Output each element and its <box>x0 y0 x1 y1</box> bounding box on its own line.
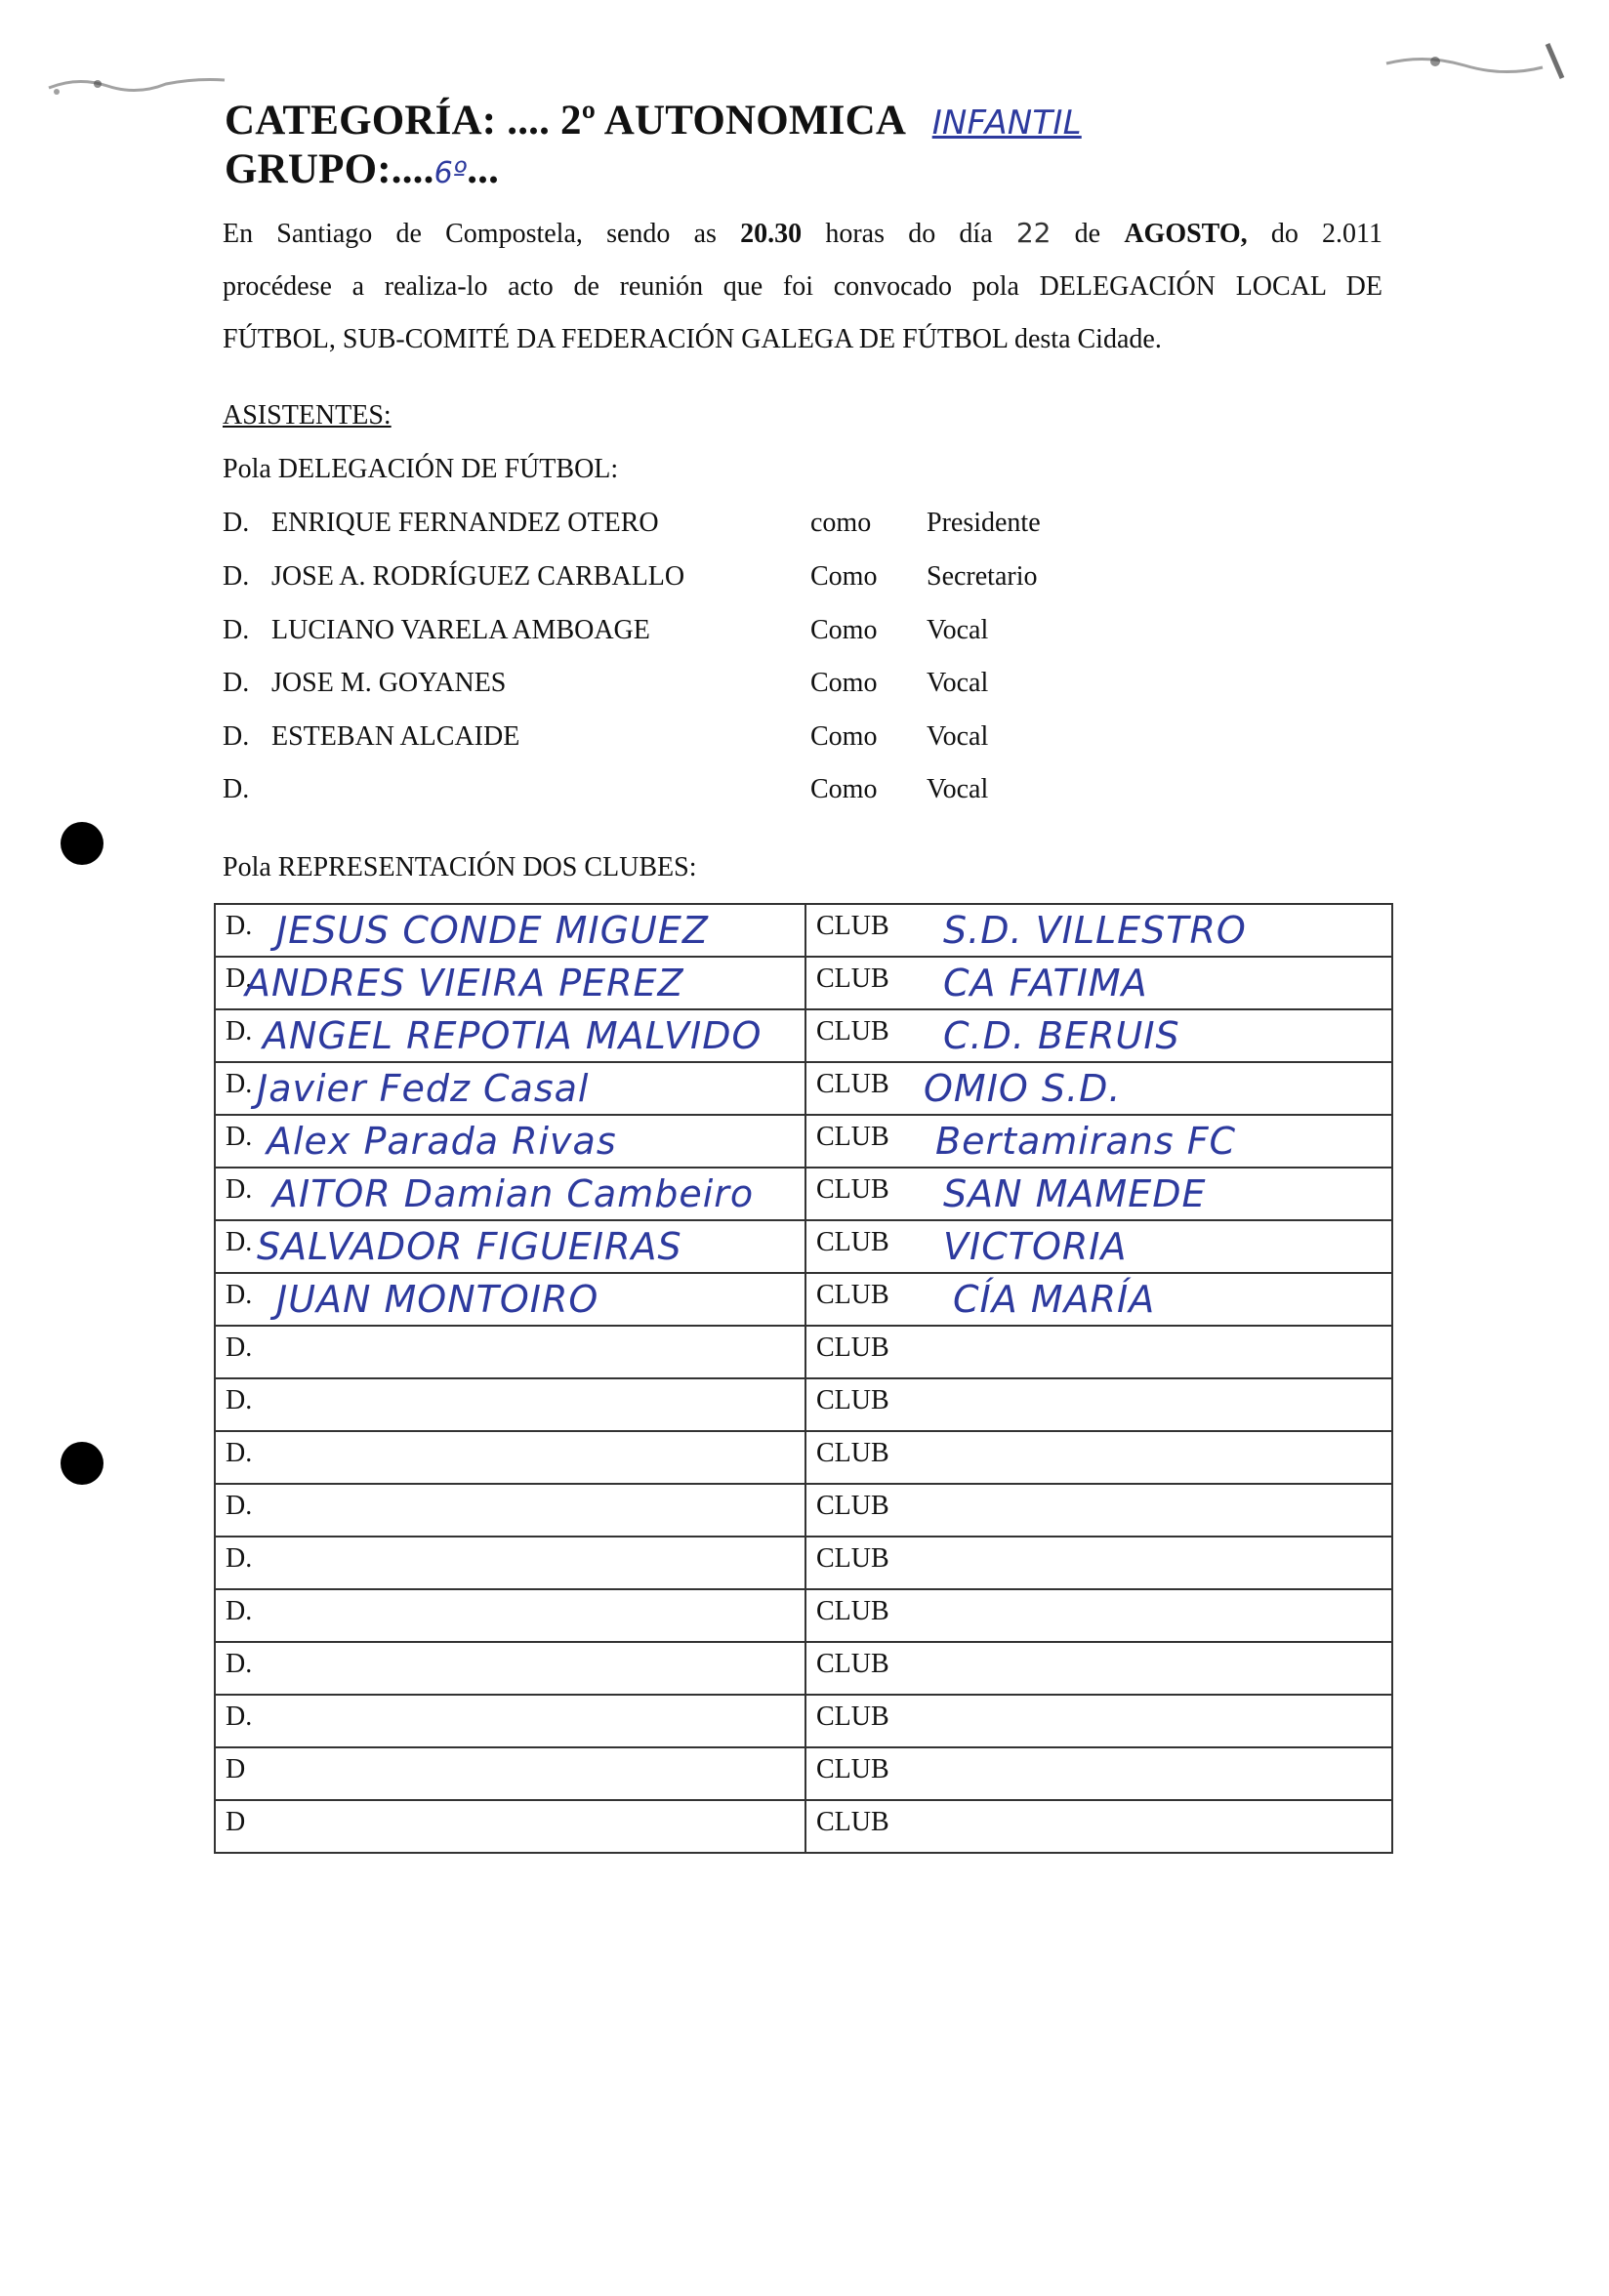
categoria-label: CATEGORÍA: .... <box>225 98 551 144</box>
club-cell <box>805 1062 1392 1115</box>
club-row <box>215 1800 1392 1853</box>
representative-prefix: D. <box>226 1016 253 1046</box>
asistentes-heading: ASISTENTES: <box>223 400 392 430</box>
club-label: CLUB <box>816 1174 889 1205</box>
club-name: SAN MAMEDE <box>943 1172 1207 1215</box>
representative-name: ANGEL REPOTIA MALVIDO <box>263 1014 763 1057</box>
representative-cell <box>215 1589 805 1642</box>
member-como: Como <box>810 561 878 592</box>
club-name: CÍA MARÍA <box>953 1278 1156 1321</box>
club-row <box>215 1273 1392 1326</box>
club-label: CLUB <box>816 1122 889 1152</box>
club-name: OMIO S.D. <box>924 1067 1122 1110</box>
club-row <box>215 1537 1392 1589</box>
member-row <box>223 664 1101 703</box>
member-prefix: D. <box>223 615 250 645</box>
representative-prefix: D. <box>226 1122 253 1152</box>
club-cell <box>805 1695 1392 1747</box>
representative-cell <box>215 1009 805 1062</box>
representative-name: ANDRES VIEIRA PEREZ <box>245 962 684 1004</box>
club-label: CLUB <box>816 1280 889 1310</box>
member-prefix: D. <box>223 508 250 538</box>
grupo-label: GRUPO:.... <box>225 146 434 192</box>
intro-text-c: de <box>1074 219 1101 249</box>
club-row <box>215 904 1392 957</box>
member-row <box>223 611 1101 650</box>
member-role: Vocal <box>927 668 989 698</box>
categoria-handwritten: INFANTIL <box>931 103 1082 143</box>
representative-cell <box>215 1378 805 1431</box>
representative-cell <box>215 1642 805 1695</box>
grupo-line <box>225 148 499 190</box>
representative-name: Javier Fedz Casal <box>257 1067 590 1110</box>
representative-prefix: D. <box>226 1649 253 1679</box>
club-label: CLUB <box>816 1438 889 1468</box>
grupo-handwritten: 6º <box>433 156 468 190</box>
club-row <box>215 1062 1392 1115</box>
club-cell <box>805 1378 1392 1431</box>
club-cell <box>805 904 1392 957</box>
club-name: CA FATIMA <box>943 962 1148 1004</box>
representative-cell <box>215 957 805 1009</box>
intro-text-d: do 2.011 <box>1270 219 1382 249</box>
representative-prefix: D. <box>226 1174 253 1205</box>
member-como: como <box>810 508 872 538</box>
categoria-line <box>225 100 1082 142</box>
club-row <box>215 1589 1392 1642</box>
intro-line-3: FÚTBOL, SUB-COMITÉ DA FEDERACIÓN GALEGA DE FÚTBOL desta Cidade. <box>223 324 1162 354</box>
club-cell <box>805 1431 1392 1484</box>
member-row <box>223 504 1101 543</box>
clubs-table <box>214 903 1393 1854</box>
representative-cell <box>215 1220 805 1273</box>
club-label: CLUB <box>816 1016 889 1046</box>
meeting-day: 22 <box>1015 217 1052 249</box>
representative-cell <box>215 1695 805 1747</box>
meeting-month: AGOSTO, <box>1124 219 1248 249</box>
representative-cell <box>215 1747 805 1800</box>
member-row <box>223 770 1101 809</box>
member-row <box>223 557 1101 596</box>
club-cell <box>805 1168 1392 1220</box>
representative-prefix: D. <box>226 1702 253 1732</box>
representative-name: AITOR Damian Cambeiro <box>272 1172 755 1215</box>
representative-prefix: D. <box>226 1280 253 1310</box>
representative-cell <box>215 1326 805 1378</box>
club-cell <box>805 1115 1392 1168</box>
club-row <box>215 1431 1392 1484</box>
intro-line-1 <box>223 207 1382 261</box>
scan-smudge-left <box>39 59 234 107</box>
club-row <box>215 1115 1392 1168</box>
representative-name: SALVADOR FIGUEIRAS <box>257 1225 682 1268</box>
scan-smudge-right <box>1367 24 1582 93</box>
categoria-value: 2º AUTONOMICA <box>560 98 904 144</box>
representative-name: JUAN MONTOIRO <box>276 1278 599 1321</box>
punch-hole-bottom <box>61 1442 103 1485</box>
delegacion-label: Pola DELEGACIÓN DE FÚTBOL: <box>223 454 619 484</box>
member-name: ENRIQUE FERNANDEZ OTERO <box>271 508 659 538</box>
representative-prefix: D. <box>226 1227 253 1257</box>
intro-paragraph <box>223 207 1382 366</box>
punch-hole-top <box>61 822 103 865</box>
representative-prefix: D. <box>226 1596 253 1626</box>
club-name: VICTORIA <box>943 1225 1128 1268</box>
club-label: CLUB <box>816 1069 889 1099</box>
member-name: JOSE M. GOYANES <box>271 668 507 698</box>
representative-cell <box>215 1431 805 1484</box>
club-cell <box>805 1484 1392 1537</box>
representative-cell <box>215 1273 805 1326</box>
member-prefix: D. <box>223 774 250 804</box>
member-como: Como <box>810 668 878 698</box>
club-row <box>215 1168 1392 1220</box>
club-label: CLUB <box>816 1596 889 1626</box>
member-como: Como <box>810 774 878 804</box>
club-row <box>215 1642 1392 1695</box>
club-label: CLUB <box>816 964 889 994</box>
representative-prefix: D. <box>226 1543 253 1574</box>
representative-prefix: D. <box>226 1491 253 1521</box>
club-name: S.D. VILLESTRO <box>943 909 1247 952</box>
club-cell <box>805 1326 1392 1378</box>
meeting-time: 20.30 <box>740 219 803 249</box>
club-label: CLUB <box>816 1649 889 1679</box>
member-prefix: D. <box>223 561 250 592</box>
club-cell <box>805 1537 1392 1589</box>
club-row <box>215 1695 1392 1747</box>
intro-text-a: En Santiago de Compostela, sendo as <box>223 219 717 249</box>
club-cell <box>805 957 1392 1009</box>
member-role: Vocal <box>927 774 989 804</box>
representative-prefix: D. <box>226 964 253 994</box>
club-row <box>215 1009 1392 1062</box>
club-row <box>215 1220 1392 1273</box>
club-row <box>215 1747 1392 1800</box>
representative-cell <box>215 1168 805 1220</box>
representative-cell <box>215 1800 805 1853</box>
club-cell <box>805 1800 1392 1853</box>
club-row <box>215 1378 1392 1431</box>
club-label: CLUB <box>816 1385 889 1415</box>
club-label: CLUB <box>816 1807 889 1837</box>
club-cell <box>805 1220 1392 1273</box>
member-como: Como <box>810 721 878 752</box>
member-role: Secretario <box>927 561 1038 592</box>
club-cell <box>805 1589 1392 1642</box>
club-label: CLUB <box>816 1491 889 1521</box>
representative-cell <box>215 1062 805 1115</box>
representative-prefix: D. <box>226 1069 253 1099</box>
club-label: CLUB <box>816 1702 889 1732</box>
club-row <box>215 957 1392 1009</box>
member-prefix: D. <box>223 668 250 698</box>
club-cell <box>805 1642 1392 1695</box>
intro-line-2: procédese a realiza-lo acto de reunión que foi convocado pola DELEGACIÓN LOCAL DE <box>223 271 1382 302</box>
club-label: CLUB <box>816 1754 889 1784</box>
grupo-trail: ... <box>467 146 500 192</box>
representative-prefix: D <box>226 1754 246 1784</box>
member-name: ESTEBAN ALCAIDE <box>271 721 520 752</box>
member-role: Vocal <box>927 721 989 752</box>
representative-prefix: D. <box>226 1385 253 1415</box>
member-prefix: D. <box>223 721 250 752</box>
representative-cell <box>215 1115 805 1168</box>
club-name: Bertamirans FC <box>935 1120 1237 1163</box>
representative-prefix: D <box>226 1807 246 1837</box>
representative-prefix: D. <box>226 911 253 941</box>
member-como: Como <box>810 615 878 645</box>
member-role: Presidente <box>927 508 1041 538</box>
member-role: Vocal <box>927 615 989 645</box>
representative-name: JESUS CONDE MIGUEZ <box>276 909 709 952</box>
club-name: C.D. BERUIS <box>943 1014 1180 1057</box>
club-cell <box>805 1747 1392 1800</box>
club-row <box>215 1484 1392 1537</box>
club-label: CLUB <box>816 911 889 941</box>
representative-prefix: D. <box>226 1332 253 1363</box>
club-label: CLUB <box>816 1543 889 1574</box>
club-cell <box>805 1273 1392 1326</box>
club-label: CLUB <box>816 1227 889 1257</box>
clubs-table-body <box>215 904 1392 1853</box>
representative-name: Alex Parada Rivas <box>267 1120 617 1163</box>
member-name: LUCIANO VARELA AMBOAGE <box>271 615 650 645</box>
representative-cell <box>215 1484 805 1537</box>
club-cell <box>805 1009 1392 1062</box>
member-name: JOSE A. RODRÍGUEZ CARBALLO <box>271 561 685 592</box>
clubs-label: Pola REPRESENTACIÓN DOS CLUBES: <box>223 852 697 882</box>
representative-cell <box>215 1537 805 1589</box>
club-row <box>215 1326 1392 1378</box>
representative-cell <box>215 904 805 957</box>
member-row <box>223 718 1101 757</box>
club-label: CLUB <box>816 1332 889 1363</box>
intro-text-b: horas do día <box>825 219 993 249</box>
representative-prefix: D. <box>226 1438 253 1468</box>
